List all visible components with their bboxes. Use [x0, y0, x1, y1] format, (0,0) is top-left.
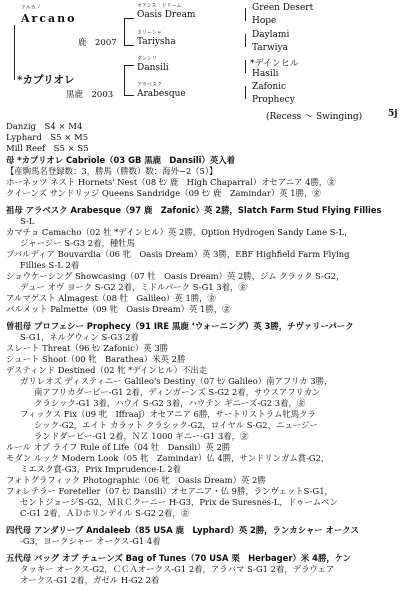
dam-info: 黒鹿 2003	[66, 90, 114, 100]
ds-ruby: ダンシリ	[137, 56, 157, 62]
nicks-line-3: Mill Reef S5 × S5	[6, 144, 89, 154]
ggd-produce-7: フォレテラー Foreteller（07 ｾﾝ Dansili）オセアニア・仏 9勝，ランヴェットS-G1，	[6, 486, 333, 496]
ggd-produce-5: モダン ルック Modern Look（05 牝 Zamindar）仏 4勝，サンドリンガム賞-G2，	[6, 453, 330, 463]
sd-ruby: タリーシャ	[137, 30, 162, 36]
ds-name: Dansili	[137, 63, 169, 73]
inbreed-note: (Recess ～ Swinging)	[266, 112, 363, 122]
ggd-grandproduce-2: フィックス Fix（09 牝 Iffraaj）オセアニア 6勝，サートリストラム牝馬クラ	[20, 409, 316, 419]
dss-name: *デインヒル	[250, 59, 299, 69]
sd-name: Tariysha	[137, 37, 176, 47]
family-notes	[6, 155, 410, 586]
ggd-grandproduce-2-cont: シック-G2，エイト カラット クラシック-G2，ロイヤル S-G2，ニュージー	[34, 420, 318, 430]
ggd-grandproduce-1-cont2: クラシック-G1 3着，ハウイ S-G2 3着，ハウテン ギニーズ-G2 3着，㊎	[34, 398, 306, 408]
ss-ruby: オアシス ドリーム	[137, 3, 182, 9]
granddam-produce-5: パルメット Palmette（09 牝 Oasis Dream）英 1勝，㊎	[6, 304, 231, 314]
dam-heading: 母 *カプリオレ Cabriole（03 GB 黒鹿 Dansili）英入着	[6, 155, 236, 165]
nicks-line-2: Lyphard S5 × M5	[6, 133, 89, 143]
ssd-name: Hope	[252, 16, 277, 26]
granddam-produce-3: ショウケーシング Showcasing（07 牡 Oasis Dream）英 2勝，ジム クラック S-G2，	[6, 271, 345, 281]
ggd-produce-1: スレート Threat（96 ｾﾝ Zafonic）英 3勝	[6, 343, 169, 353]
granddam-produce-1: カマチョ Camacho（02 牡 *デインヒル）英 2勝，Option Hydrogen Sandy Lane S-L，	[6, 227, 353, 237]
nicks-line-1: Danzig S4 × M4	[6, 122, 83, 132]
dd-name: Arabesque	[137, 89, 186, 99]
granddam-produce-4: アルマゲスト Almagest（08 牡 Galileo）英 1勝，㊎	[6, 293, 216, 303]
great-granddam-heading-cont: S-G1，ネルグウィン S-G3 2着	[20, 332, 139, 342]
sire-ruby: アルカノ	[21, 5, 41, 11]
dd-ruby: アラベスク	[137, 82, 163, 88]
dam-produce-summary: 【産駒馬名登録数：3，勝馬（勝数）数：海外−2（5）】	[6, 166, 218, 176]
ggd-produce-5-cont: ミエスク賞-G3，Prix Imprudence-L 2着	[20, 464, 181, 474]
inbreed-number: 5j	[388, 109, 398, 119]
sire-info: 鹿 2007	[78, 38, 117, 48]
ggd-grandproduce-1: ガリレオズ ディスティニー Galileo's Destiny（07 ｾﾝ Galileo）南アフリカ 3勝，	[20, 376, 333, 386]
granddam-produce-2-cont: Fillies S-L 2着	[20, 260, 80, 270]
ggd-produce-6: フォトグラフィック Photographic（06 牝 Oasis Dream）英 2勝	[6, 475, 266, 485]
sdd-name: Tarwiya	[252, 43, 289, 53]
sss-name: Green Desert	[252, 3, 314, 13]
ddd-name: Prophecy	[252, 95, 295, 105]
ggd-produce-4: ルール オブ ライフ Rule of Life（04 牡 Dansili）英 2勝	[6, 442, 231, 452]
granddam-produce-2: ブバルディア Bouvardia（06 牝 Oasis Dream）英 3勝，EBF Highfield Farm Flying	[6, 249, 350, 259]
granddam-produce-3-cont: デュー オヴ ヨーク S-G2 2着，ミドルパーク S-G1 3着，㊎	[20, 282, 247, 292]
ss-name: Oasis Dream	[137, 10, 196, 20]
great-granddam-heading: 曽祖母 プロフェシー Prophecy（91 IRE 黒鹿 ‘ウォーニング）英 3勝，チヴァリーパーク	[6, 321, 354, 331]
dds-name: Zafonic	[252, 82, 287, 92]
dam-name: *カプリオレ	[17, 74, 75, 86]
granddam-heading: 祖母 アラベスク Arabesque（97 鹿 Zafonic）英 2勝，Slatch Farm Stud Flying Fillies	[6, 205, 382, 215]
sds-name: Daylami	[252, 30, 290, 40]
fifth-dam-heading-cont2: オークス-G1 2着，ガゼル H-G2 2着	[20, 575, 160, 585]
granddam-produce-1-cont: ジャージー S-G3 2着，種牡馬	[20, 238, 135, 248]
ggd-grandproduce-2-cont2: ランドダービー-G1 2着，ＮＺ 1000 ギニー-G1 3着，㊎	[34, 431, 249, 441]
fourth-dam-heading: 四代母 アンダリーブ Andaleeb（85 USA 鹿 Lyphard）英 2勝，ランカシャー オークス	[6, 525, 359, 535]
ggd-produce-7-cont: セントジョージS-G2，ＭＲＣクーニー H-G3，Prix de Suresnes-L，ドゥームベン	[20, 497, 338, 507]
fourth-dam-heading-cont: -G3，ヨークシャー オークス-G1 4着	[20, 536, 161, 546]
ggd-produce-3: デスティンド Destined（02 牝 *デインヒル）不出走	[6, 365, 208, 375]
ggd-produce-2: シュート Shoot（00 牝 Barathea）米英 2勝	[6, 354, 186, 364]
dam-produce-2: クイーンズ サンドリッジ Queens Sandridge（09 ｾﾝ 鹿 Zamindar）英 1勝，㊎	[6, 188, 321, 198]
ggd-grandproduce-1-cont: 南アフリカダービー-G1 2着，ディンガーンズ S-G2 2着，サウスアフリカン	[34, 387, 321, 397]
sire-name: Arcano	[21, 12, 77, 25]
ggd-produce-7-cont2: C-G1 2着，ＡＤホリンデイル S-G2 2着，㊎	[20, 508, 190, 518]
dsd-name: Hasili	[252, 69, 279, 79]
fifth-dam-heading-cont: タッキー オークス-G2，ＣＣＡオークス-G1 2着，アラバマ S-G1 2着，デラウェア	[20, 564, 335, 574]
fifth-dam-heading: 五代母 バッグ オブ チューンズ Bag of Tunes（70 USA 栗 Herbager）米 4勝，ケン	[6, 553, 352, 563]
granddam-heading-cont: S-L	[20, 216, 35, 226]
dam-produce-1: ホーネッツ ネスト Hornets' Nest（08 ｾﾝ 鹿 High Chaparral）オセアニア 4勝，㊎	[6, 177, 336, 187]
